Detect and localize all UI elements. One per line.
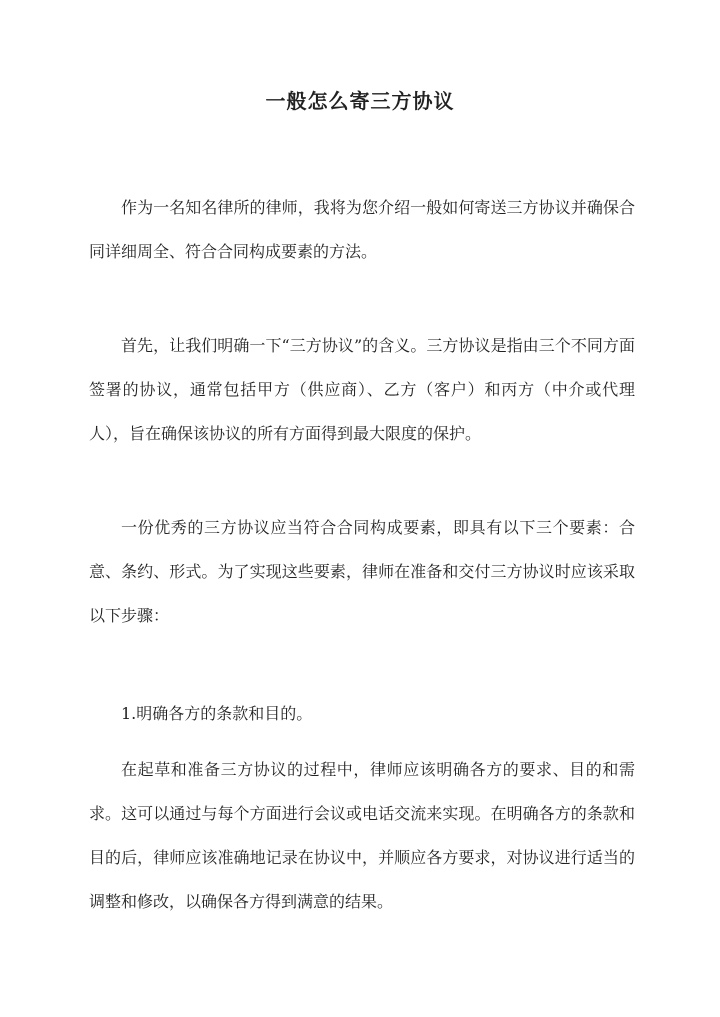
paragraph-step-body: 在起草和准备三方协议的过程中，律师应该明确各方的要求、目的和需求。这可以通过与每个方面进行会议或电话交流来实现。在明确各方的条款和目的后，律师应该准确地记录在协议中，并顺应各方要求，对协议进行适当的调整和修改，以确保各方得到满意的结果。 — [89, 760, 635, 911]
paragraph-step-heading: 1.明确各方的条款和目的。 — [121, 704, 313, 723]
paragraph-intro: 作为一名知名律所的律师，我将为您介绍一般如何寄送三方协议并确保合同详细周全、符合合同构成要素的方法。 — [89, 198, 635, 261]
paragraph-definition: 首先，让我们明确一下“三方协议”的含义。三方协议是指由三个不同方面签署的协议，通常包括甲方（供应商）、乙方（客户）和丙方（中介或代理人），旨在确保该协议的所有方面得到最大限度的保护。 — [89, 336, 635, 443]
paragraph-elements: 一份优秀的三方协议应当符合合同构成要素，即具有以下三个要素：合意、条约、形式。为了实现这些要素，律师在准备和交付三方协议时应该采取以下步骤： — [89, 518, 635, 625]
document-title: 一般怎么寄三方协议 — [265, 89, 455, 113]
